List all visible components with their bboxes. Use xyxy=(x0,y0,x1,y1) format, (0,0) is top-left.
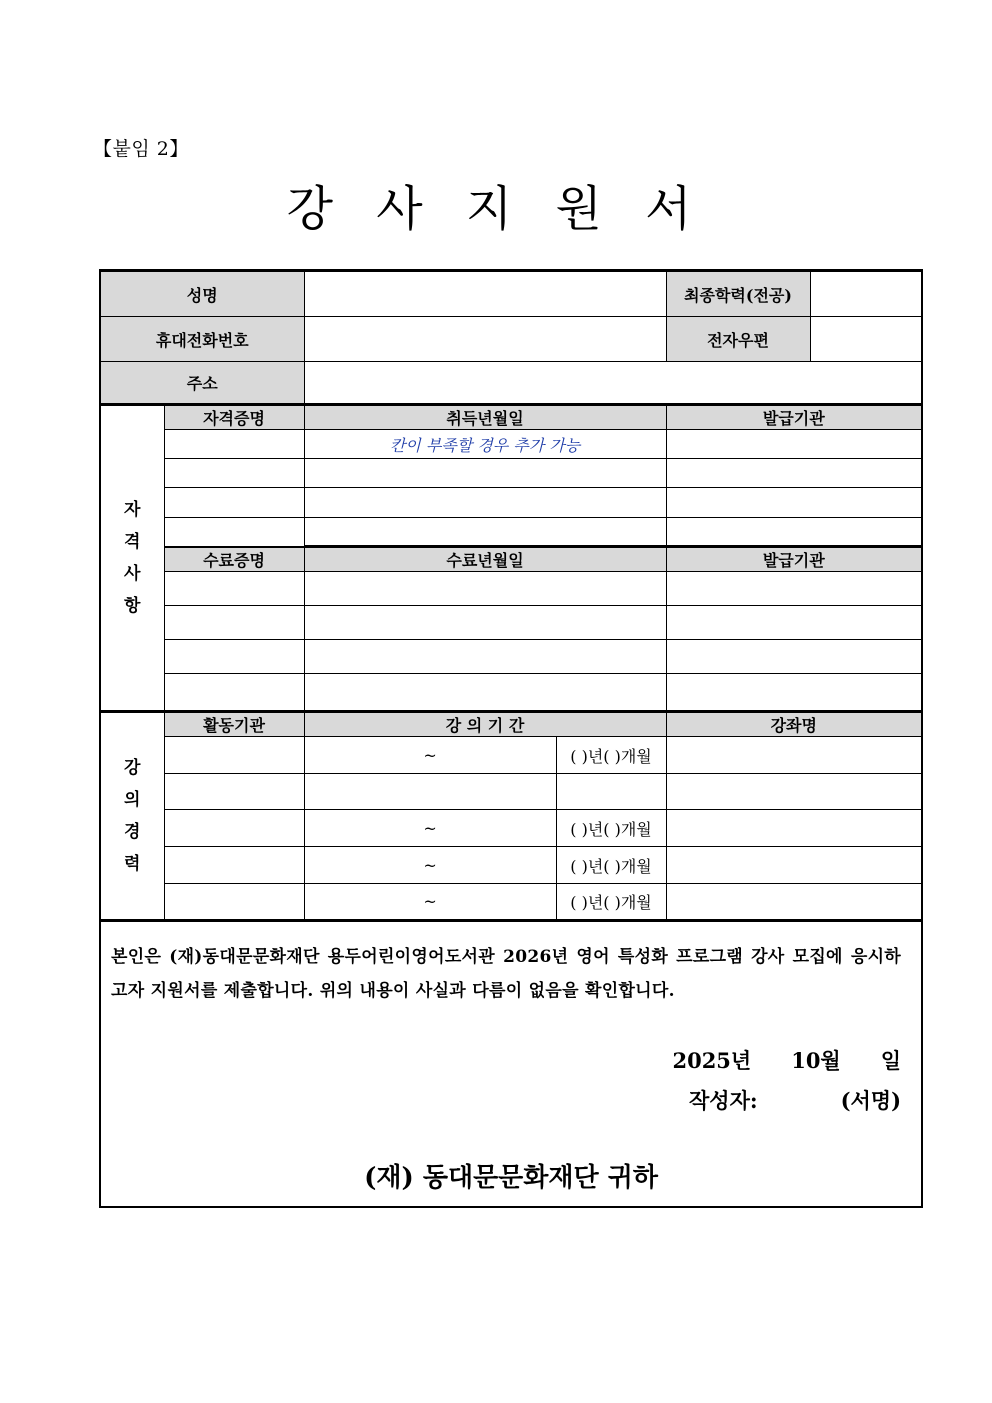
cert-issuer-cell[interactable] xyxy=(666,459,922,488)
exp-char-3: 경 xyxy=(124,822,141,842)
completion-date-cell[interactable] xyxy=(304,674,666,712)
duration-cell[interactable]: ( )년( )개월 xyxy=(556,737,666,774)
date-year: 2025년 xyxy=(672,1048,752,1073)
period-range-cell[interactable] xyxy=(304,884,556,921)
cert-issuer-header: 발급기관 xyxy=(666,405,922,430)
address-label: 주소 xyxy=(100,362,304,405)
application-form xyxy=(99,269,923,1208)
cert-date-cell[interactable] xyxy=(304,488,666,518)
qual-char-3: 사 xyxy=(124,564,141,584)
cert-issuer-cell[interactable] xyxy=(666,430,922,459)
qual-char-4: 항 xyxy=(124,596,141,616)
date-day: 일 xyxy=(880,1048,902,1073)
course-cell[interactable] xyxy=(666,774,922,810)
course-cell[interactable] xyxy=(666,737,922,774)
name-field[interactable] xyxy=(304,271,666,317)
phone-label: 휴대전화번호 xyxy=(100,317,304,362)
period-range-cell[interactable] xyxy=(304,847,556,884)
cert-issuer-cell[interactable] xyxy=(666,518,922,547)
page-title: 강 사 지 원 서 xyxy=(286,181,706,237)
completion-issuer-cell[interactable] xyxy=(666,606,922,640)
recipient: (재) 동대문문화재단 귀하 xyxy=(364,1163,658,1193)
qual-char-1: 자 xyxy=(124,500,141,520)
completion-date-cell[interactable] xyxy=(304,606,666,640)
exp-char-2: 의 xyxy=(124,790,141,810)
phone-field[interactable] xyxy=(304,317,666,362)
email-label: 전자우편 xyxy=(666,317,810,362)
course-cell[interactable] xyxy=(666,884,922,921)
duration-cell[interactable]: ( )년( )개월 xyxy=(556,884,666,921)
completion-name-cell[interactable] xyxy=(164,674,304,712)
completion-issuer-header: 발급기관 xyxy=(666,547,922,572)
qual-char-2: 격 xyxy=(124,532,141,552)
cert-issuer-cell[interactable] xyxy=(666,488,922,518)
period-range-cell[interactable] xyxy=(304,774,556,810)
writer-label: 작성자: xyxy=(689,1088,758,1113)
completion-issuer-cell[interactable] xyxy=(666,640,922,674)
completion-name-cell[interactable] xyxy=(164,640,304,674)
tilde-mark: ~ xyxy=(423,855,437,875)
writer-line xyxy=(689,1085,901,1115)
completion-issuer-cell[interactable] xyxy=(666,572,922,606)
education-field[interactable] xyxy=(810,271,922,317)
duration-cell[interactable] xyxy=(556,774,666,810)
experience-section-label xyxy=(100,712,164,921)
add-rows-hint: 칸이 부족할 경우 추가 가능 xyxy=(389,435,581,455)
org-header: 활동기관 xyxy=(164,712,304,737)
name-label: 성명 xyxy=(100,271,304,317)
date-month: 10월 xyxy=(791,1048,841,1073)
completion-name-header: 수료증명 xyxy=(164,547,304,572)
cert-date-cell[interactable] xyxy=(304,459,666,488)
cert-name-cell[interactable] xyxy=(164,488,304,518)
org-cell[interactable] xyxy=(164,884,304,921)
date-line xyxy=(672,1045,901,1075)
cert-name-cell[interactable] xyxy=(164,459,304,488)
completion-name-cell[interactable] xyxy=(164,606,304,640)
email-field[interactable] xyxy=(810,317,922,362)
tilde-mark: ~ xyxy=(423,818,437,838)
exp-char-1: 강 xyxy=(124,758,141,778)
org-cell[interactable] xyxy=(164,774,304,810)
cert-name-cell[interactable] xyxy=(164,430,304,459)
org-cell[interactable] xyxy=(164,810,304,847)
cert-name-header: 자격증명 xyxy=(164,405,304,430)
period-header: 강 의 기 간 xyxy=(304,712,666,737)
org-cell[interactable] xyxy=(164,737,304,774)
period-range-cell[interactable] xyxy=(304,810,556,847)
education-label: 최종학력(전공) xyxy=(666,271,810,317)
completion-date-cell[interactable] xyxy=(304,572,666,606)
org-cell[interactable] xyxy=(164,847,304,884)
tilde-mark: ~ xyxy=(423,892,437,911)
attachment-label: 【붙임 2】 xyxy=(93,138,189,160)
completion-issuer-cell[interactable] xyxy=(666,674,922,712)
duration-cell[interactable]: ( )년( )개월 xyxy=(556,810,666,847)
course-cell[interactable] xyxy=(666,847,922,884)
cert-date-header: 취득년월일 xyxy=(304,405,666,430)
course-cell[interactable] xyxy=(666,810,922,847)
signature-label[interactable]: (서명) xyxy=(840,1088,902,1113)
declaration-statement: 본인은 (재)동대문문화재단 용두어린이영어도서관 2026년 영어 특성화 프로그램 강사 모집에 응시하고자 지원서를 제출합니다. 위의 내용이 사실과 다름이 없음을 확인합니다. xyxy=(111,947,902,1001)
cert-date-cell[interactable] xyxy=(304,430,666,459)
completion-date-cell[interactable] xyxy=(304,640,666,674)
completion-name-cell[interactable] xyxy=(164,572,304,606)
duration-cell[interactable]: ( )년( )개월 xyxy=(556,847,666,884)
tilde-mark: ~ xyxy=(423,745,437,765)
exp-char-4: 력 xyxy=(124,854,141,874)
declaration-box xyxy=(100,921,922,1207)
cert-date-cell[interactable] xyxy=(304,518,666,547)
period-range-cell[interactable] xyxy=(304,737,556,774)
address-field[interactable] xyxy=(304,362,922,405)
course-header: 강좌명 xyxy=(666,712,922,737)
completion-date-header: 수료년월일 xyxy=(304,547,666,572)
qualifications-section-label xyxy=(100,405,164,712)
cert-name-cell[interactable] xyxy=(164,518,304,547)
